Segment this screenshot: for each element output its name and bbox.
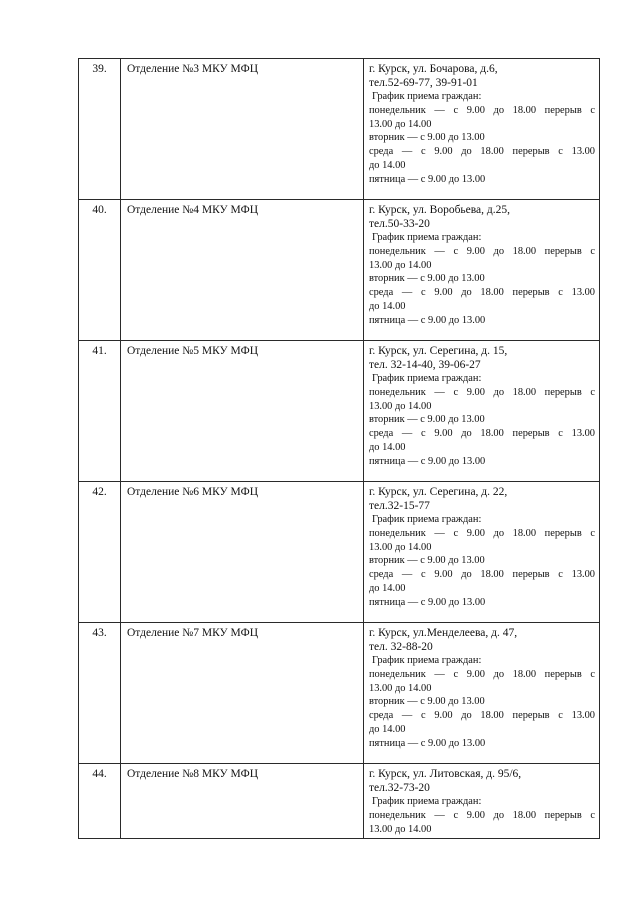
schedule-wednesday-cont: до 14.00: [369, 159, 406, 171]
schedule-friday: пятница — с 9.00 до 13.00: [369, 455, 486, 467]
schedule-title: График приема граждан:: [372, 91, 482, 102]
office-phone: тел. 32-88-20: [369, 641, 433, 653]
schedule-wednesday: среда — с 9.00 до 18.00 перерыв с 13.00: [369, 287, 595, 299]
schedule-monday: понедельник — с 9.00 до 18.00 перерыв с: [369, 668, 595, 680]
office-phone: тел.32-73-20: [369, 782, 430, 794]
schedule-monday-cont: 13.00 до 14.00: [369, 541, 432, 553]
schedule-monday-cont: 13.00 до 14.00: [369, 682, 432, 694]
schedule-wednesday: среда — с 9.00 до 18.00 перерыв с 13.00: [369, 569, 595, 581]
office-address: г. Курск, ул.Менделеева, д. 47,: [369, 627, 518, 639]
office-phone: тел. 32-14-40, 39-06-27: [369, 359, 481, 371]
table-row: [79, 341, 600, 482]
office-name: Отделение №4 МКУ МФЦ: [121, 200, 364, 341]
schedule-friday: пятница — с 9.00 до 13.00: [369, 173, 486, 185]
schedule-title: График приема граждан:: [372, 232, 482, 243]
table-row: [79, 200, 600, 341]
schedule-wednesday-cont: до 14.00: [369, 300, 406, 312]
office-phone: тел.32-15-77: [369, 500, 430, 512]
schedule-monday: понедельник — с 9.00 до 18.00 перерыв с: [369, 527, 595, 539]
row-number: 39.: [79, 59, 121, 200]
office-address: г. Курск, ул. Бочарова, д.6,: [369, 63, 498, 75]
office-name: Отделение №8 МКУ МФЦ: [121, 764, 364, 839]
office-info: [364, 341, 600, 482]
schedule-wednesday: среда — с 9.00 до 18.00 перерыв с 13.00: [369, 428, 595, 440]
office-name: Отделение №6 МКУ МФЦ: [121, 482, 364, 623]
office-info: [364, 764, 600, 839]
office-name: Отделение №5 МКУ МФЦ: [121, 341, 364, 482]
schedule-monday-cont: 13.00 до 14.00: [369, 118, 432, 130]
table-row: [79, 59, 600, 200]
schedule-friday: пятница — с 9.00 до 13.00: [369, 737, 486, 749]
schedule-friday: пятница — с 9.00 до 13.00: [369, 596, 486, 608]
schedule-monday-cont: 13.00 до 14.00: [369, 400, 432, 412]
schedule-tuesday: вторник — с 9.00 до 13.00: [369, 696, 485, 708]
schedule-title: График приема граждан:: [372, 373, 482, 384]
schedule-title: График приема граждан:: [372, 655, 482, 666]
office-info: [364, 200, 600, 341]
schedule-monday: понедельник — с 9.00 до 18.00 перерыв с: [369, 104, 595, 116]
schedule-wednesday-cont: до 14.00: [369, 723, 406, 735]
row-number: 43.: [79, 623, 121, 764]
office-address: г. Курск, ул. Серегина, д. 22,: [369, 486, 508, 498]
schedule-monday-cont: 13.00 до 14.00: [369, 259, 432, 271]
mfc-offices-table: [78, 58, 600, 839]
office-address: г. Курск, ул. Серегина, д. 15,: [369, 345, 508, 357]
office-info: [364, 623, 600, 764]
schedule-monday: понедельник — с 9.00 до 18.00 перерыв с: [369, 245, 595, 257]
office-info: [364, 482, 600, 623]
office-name: Отделение №3 МКУ МФЦ: [121, 59, 364, 200]
table-row: [79, 764, 600, 839]
office-phone: тел.50-33-20: [369, 218, 430, 230]
office-info: [364, 59, 600, 200]
schedule-tuesday: вторник — с 9.00 до 13.00: [369, 132, 485, 144]
schedule-monday: понедельник — с 9.00 до 18.00 перерыв с: [369, 809, 595, 821]
office-phone: тел.52-69-77, 39-91-01: [369, 77, 478, 89]
schedule-wednesday: среда — с 9.00 до 18.00 перерыв с 13.00: [369, 710, 595, 722]
table-row: [79, 482, 600, 623]
row-number: 41.: [79, 341, 121, 482]
schedule-title: График приема граждан:: [372, 796, 482, 807]
schedule-wednesday-cont: до 14.00: [369, 441, 406, 453]
schedule-title: График приема граждан:: [372, 514, 482, 525]
table-row: [79, 623, 600, 764]
row-number: 40.: [79, 200, 121, 341]
schedule-monday-cont: 13.00 до 14.00: [369, 823, 432, 835]
row-number: 42.: [79, 482, 121, 623]
schedule-monday: понедельник — с 9.00 до 18.00 перерыв с: [369, 386, 595, 398]
schedule-wednesday: среда — с 9.00 до 18.00 перерыв с 13.00: [369, 146, 595, 158]
office-address: г. Курск, ул. Воробьева, д.25,: [369, 204, 511, 216]
office-address: г. Курск, ул. Литовская, д. 95/6,: [369, 768, 522, 780]
schedule-tuesday: вторник — с 9.00 до 13.00: [369, 414, 485, 426]
row-number: 44.: [79, 764, 121, 839]
office-name: Отделение №7 МКУ МФЦ: [121, 623, 364, 764]
schedule-wednesday-cont: до 14.00: [369, 582, 406, 594]
schedule-friday: пятница — с 9.00 до 13.00: [369, 314, 486, 326]
schedule-tuesday: вторник — с 9.00 до 13.00: [369, 555, 485, 567]
schedule-tuesday: вторник — с 9.00 до 13.00: [369, 273, 485, 285]
